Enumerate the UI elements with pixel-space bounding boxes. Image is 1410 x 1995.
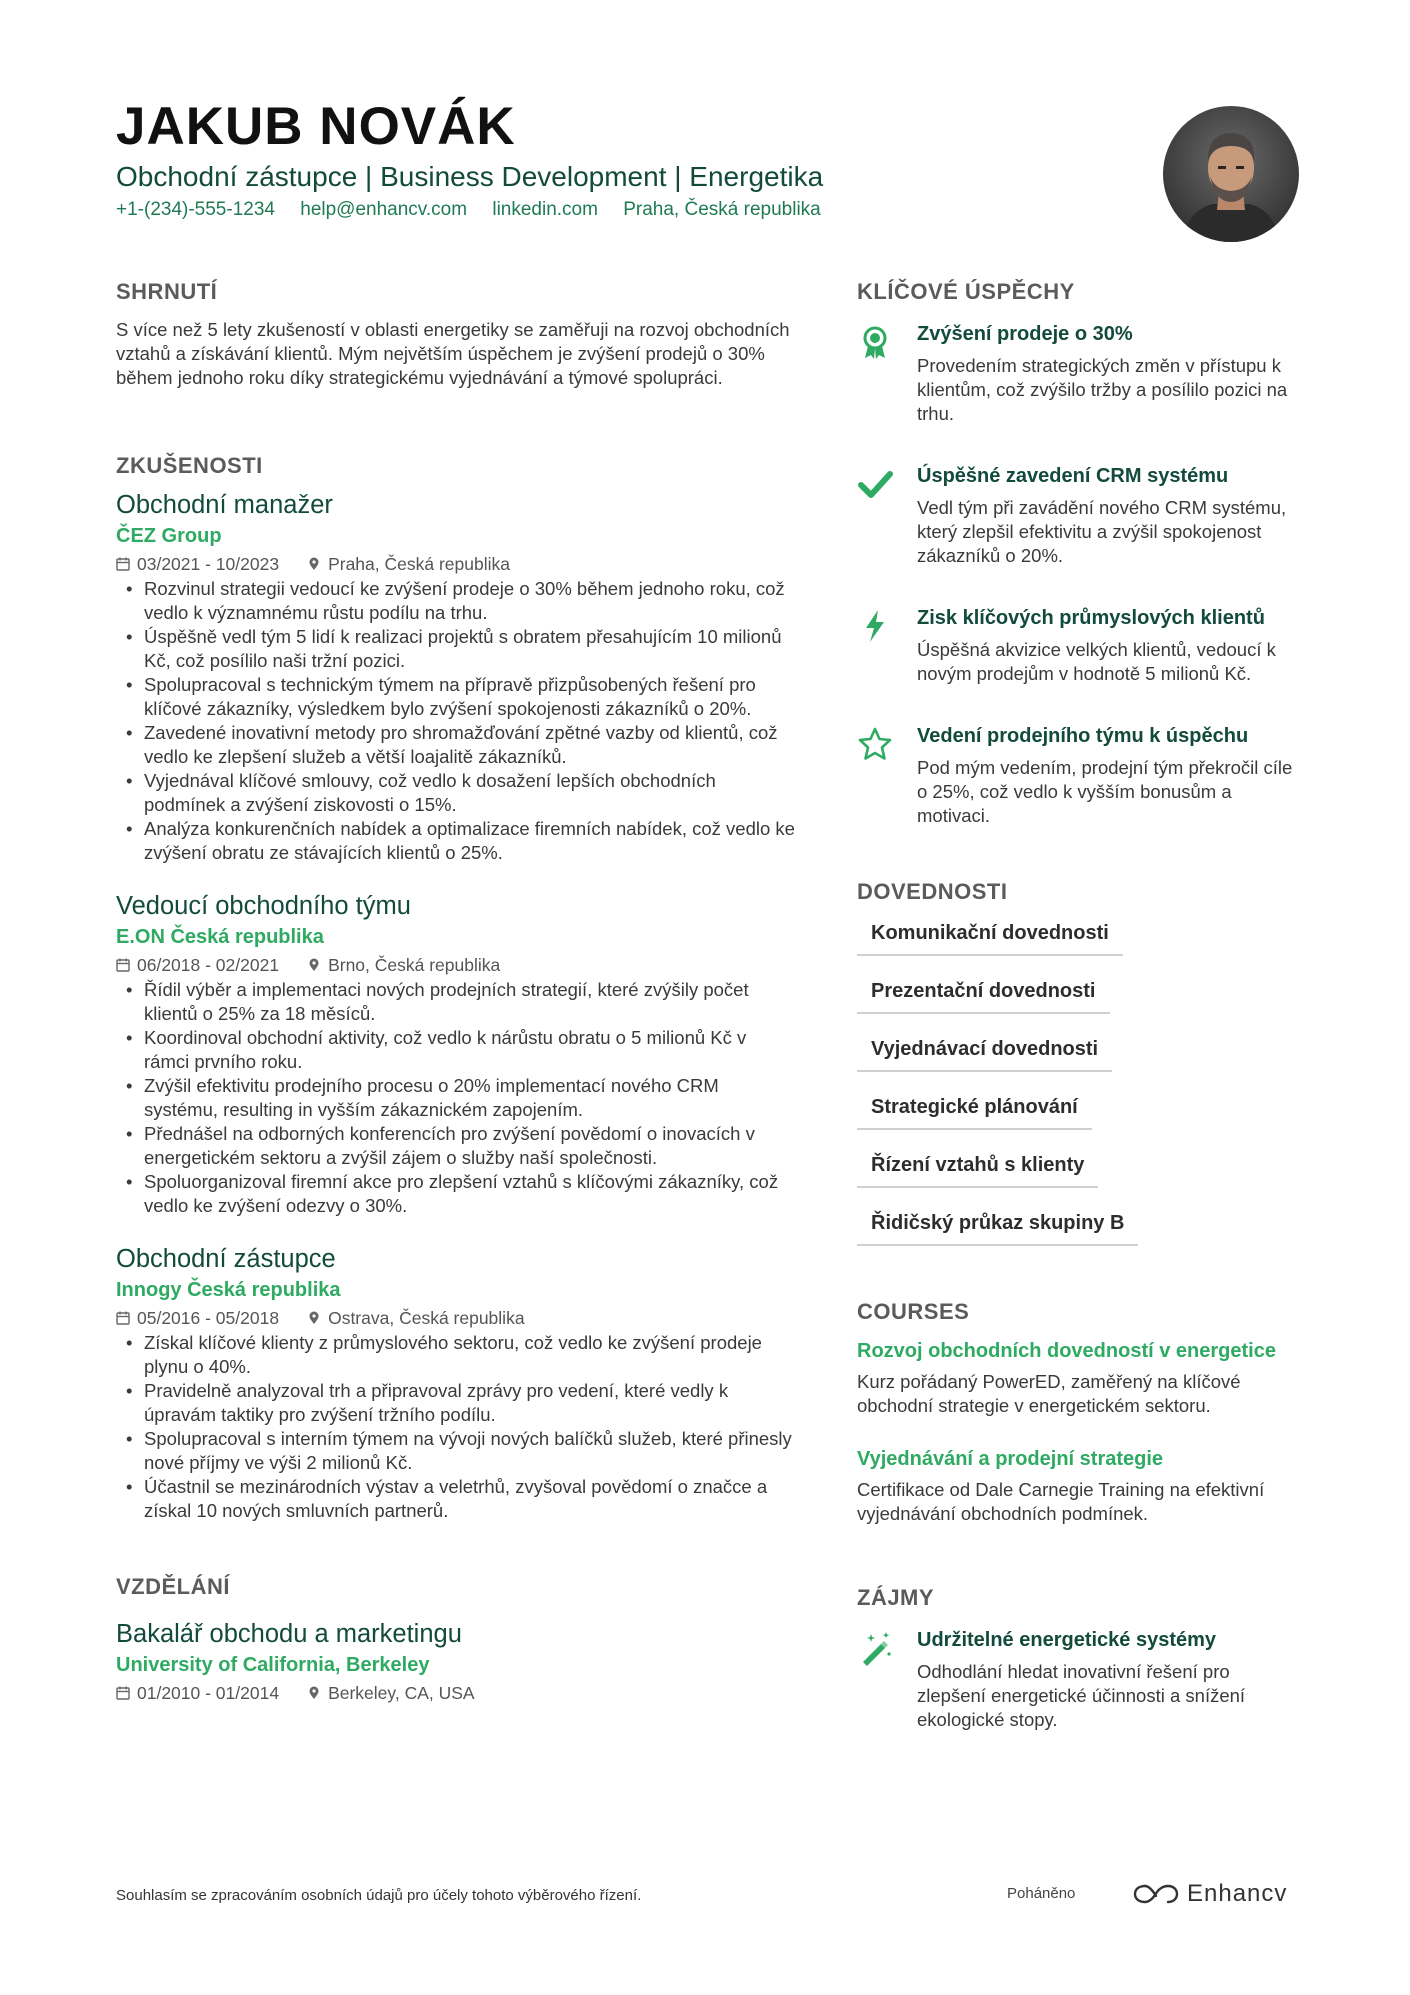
calendar-icon — [116, 958, 130, 972]
left-column — [116, 274, 796, 1706]
job-bullets — [116, 978, 796, 1218]
list-item: • Spoluorganizoval firemní akce pro zlepšení vztahů s klíčovými zákazníky, což vedlo ke zvýšení odezvy o 30%. — [144, 1170, 796, 1218]
company-name: Innogy Česká republika — [116, 1279, 341, 1301]
experience-item — [116, 1242, 796, 1523]
contact-bar — [116, 197, 841, 223]
education-section — [116, 1569, 796, 1704]
candidate-name: JAKUB NOVÁK — [116, 97, 516, 156]
course-item — [857, 1338, 1297, 1418]
list-item: • Zavedené inovativní metody pro shromažďování zpětné vazby od klientů, což vedlo ke zlepšení služeb a větší loajalitě zákazníků. — [144, 721, 796, 769]
calendar-icon — [116, 1311, 130, 1325]
summary-text: S více než 5 lety zkušeností v oblasti energetiky se zaměřuji na rozvoj obchodních vztahů a získávání klientů. Mým největším úspěchem je zvýšení prodejů o 30% během jednoho roku díky strategickému vyjednávání a týmové spolupráci. — [116, 319, 790, 388]
experience-item — [116, 488, 796, 865]
job-meta — [116, 553, 796, 575]
achievement-desc: Vedl tým při zavádění nového CRM systému, který zlepšil efektivitu a zvýšil spokojenost zákazníků o 20%. — [917, 497, 1287, 566]
list-item: • Přednášel na odborných konferencích pro zvýšení povědomí o inovacích v energetickém sektoru a zvýšil zájem o služby naší společnosti. — [144, 1122, 796, 1170]
degree: Bakalář obchodu a marketingu — [116, 1620, 462, 1648]
job-role: Obchodní zástupce — [116, 1245, 336, 1273]
location-pin-icon — [307, 958, 321, 972]
skill-tag: Komunikační dovednosti — [857, 920, 1123, 956]
achievement-title: Zvýšení prodeje o 30% — [917, 323, 1133, 345]
skills-section — [857, 874, 1297, 1268]
powered-by-label: Poháněno — [1007, 1885, 1076, 1902]
award-ribbon-icon — [857, 324, 893, 360]
courses-section — [857, 1294, 1297, 1526]
calendar-icon — [116, 557, 130, 571]
interests-section — [857, 1580, 1297, 1732]
job-bullets — [116, 577, 796, 865]
star-outline-icon — [857, 726, 893, 762]
section-title-experience: ZKUŠENOSTI — [116, 453, 263, 478]
enhancv-logo[interactable] — [1133, 1874, 1287, 1914]
skill-tag: Řidičský průkaz skupiny B — [857, 1210, 1138, 1246]
list-item: • Vyjednával klíčové smlouvy, což vedlo k dosažení lepších obchodních podmínek a zvýšení ziskovosti o 15%. — [144, 769, 796, 817]
job-location: Brno, Česká republika — [328, 955, 501, 975]
section-title-courses: COURSES — [857, 1299, 970, 1324]
job-meta — [116, 954, 796, 976]
job-dates: 03/2021 - 10/2023 — [137, 554, 280, 574]
achievement-title: Vedení prodejního týmu k úspěchu — [917, 725, 1249, 747]
linkedin-link[interactable]: linkedin.com — [492, 199, 598, 220]
summary-section — [116, 274, 796, 390]
location: Praha, Česká republika — [623, 199, 821, 220]
list-item: • Koordinoval obchodní aktivity, což vedlo k nárůstu obratu o 5 milionů Kč v rámci prvního roku. — [144, 1026, 796, 1074]
magic-wand-icon — [857, 1630, 893, 1666]
skill-tag: Vyjednávací dovednosti — [857, 1036, 1112, 1072]
location-pin-icon — [307, 557, 321, 571]
list-item: • Úspěšně vedl tým 5 lidí k realizaci projektů s obratem přesahujícím 10 milionů Kč, což posílilo naši tržní pozici. — [144, 625, 796, 673]
profile-photo — [1163, 106, 1299, 242]
skill-tag: Řízení vztahů s klienty — [857, 1152, 1098, 1188]
course-title: Rozvoj obchodních dovedností v energetice — [857, 1340, 1276, 1362]
list-item: • Pravidelně analyzoval trh a připravoval zprávy pro vedení, které vedly k úpravám taktiky pro zvýšení tržního podílu. — [144, 1379, 796, 1427]
lightning-bolt-icon — [857, 608, 893, 644]
achievement-title: Zisk klíčových průmyslových klientů — [917, 607, 1265, 629]
achievement-item — [857, 722, 1297, 828]
achievement-item — [857, 462, 1297, 568]
achievement-item — [857, 604, 1297, 686]
right-column — [857, 274, 1297, 1732]
list-item: • Účastnil se mezinárodních výstav a veletrhů, zvyšoval povědomí o značce a získal 10 nových smluvních partnerů. — [144, 1475, 796, 1523]
job-location: Ostrava, Česká republika — [328, 1308, 525, 1328]
list-item: • Rozvinul strategii vedoucí ke zvýšení prodeje o 30% během jednoho roku, což vedlo k významnému růstu podílu na trhu. — [144, 577, 796, 625]
experience-item — [116, 889, 796, 1218]
course-title: Vyjednávání a prodejní strategie — [857, 1448, 1164, 1470]
list-item: • Zvýšil efektivitu prodejního procesu o 20% implementací nového CRM systému, resulting in vyšším zákaznickém zapojením. — [144, 1074, 796, 1122]
section-title-interests: ZÁJMY — [857, 1585, 935, 1610]
enhancv-logo-icon — [1133, 1882, 1179, 1906]
list-item: • Řídil výběr a implementaci nových prodejních strategií, které zvýšily počet klientů o 25% za 18 měsíců. — [144, 978, 796, 1026]
education-dates: 01/2010 - 01/2014 — [137, 1683, 280, 1703]
location-pin-icon — [307, 1311, 321, 1325]
list-item: • Získal klíčové klienty z průmyslového sektoru, což vedlo ke zvýšení prodeje plynu o 40%. — [144, 1331, 796, 1379]
list-item: • Spolupracoval s technickým týmem na přípravě přizpůsobených řešení pro klíčové zákazníky, výsledkem bylo zvýšení spokojenosti zákazníků o 20%. — [144, 673, 796, 721]
course-desc: Kurz pořádaný PowerED, zaměřený na klíčové obchodní strategie v energetickém sektoru. — [857, 1371, 1241, 1416]
headline: Obchodní zástupce | Business Development | Energetika — [116, 161, 824, 192]
achievement-desc: Úspěšná akvizice velkých klientů, vedoucí k novým prodejům v hodnotě 5 milionů Kč. — [917, 639, 1276, 684]
interest-item — [857, 1626, 1297, 1732]
course-desc: Certifikace od Dale Carnegie Training na efektivní vyjednávání obchodních podmínek. — [857, 1479, 1265, 1524]
company-name: ČEZ Group — [116, 525, 222, 547]
job-dates: 05/2016 - 05/2018 — [137, 1308, 280, 1328]
skill-tag: Strategické plánování — [857, 1094, 1092, 1130]
location-pin-icon — [307, 1686, 321, 1700]
email[interactable]: help@enhancv.com — [300, 199, 468, 220]
course-item — [857, 1446, 1297, 1526]
phone[interactable]: +1-(234)-555-1234 — [116, 199, 275, 220]
achievement-title: Úspěšné zavedení CRM systému — [917, 465, 1229, 487]
section-title-education: VZDĚLÁNÍ — [116, 1574, 230, 1599]
checkmark-icon — [857, 466, 893, 502]
education-meta — [116, 1682, 796, 1704]
interest-title: Udržitelné energetické systémy — [917, 1629, 1217, 1651]
skill-tag: Prezentační dovednosti — [857, 978, 1110, 1014]
calendar-icon — [116, 1686, 130, 1700]
achievement-desc: Pod mým vedením, prodejní tým překročil cíle o 25%, což vedlo k vyšším bonusům a motivaci. — [917, 757, 1293, 826]
enhancv-brand: Enhancv — [1187, 1880, 1288, 1907]
job-role: Obchodní manažer — [116, 491, 333, 519]
list-item: • Analýza konkurenčních nabídek a optimalizace firemních nabídek, což vedlo ke zvýšení obratu ze stávajících klientů o 25%. — [144, 817, 796, 865]
achievement-desc: Provedením strategických změn v přístupu k klientům, což zvýšilo tržby a posílilo pozici na trhu. — [917, 355, 1288, 424]
job-role: Vedoucí obchodního týmu — [116, 892, 411, 920]
experience-section — [116, 448, 796, 1523]
section-title-summary: SHRNUTÍ — [116, 279, 218, 304]
education-location: Berkeley, CA, USA — [328, 1683, 475, 1703]
section-title-achievements: KLÍČOVÉ ÚSPĚCHY — [857, 279, 1075, 304]
company-name: E.ON Česká republika — [116, 926, 324, 948]
job-location: Praha, Česká republika — [328, 554, 510, 574]
job-bullets — [116, 1331, 796, 1523]
school-name: University of California, Berkeley — [116, 1654, 430, 1676]
list-item: • Spolupracoval s interním týmem na vývoji nových balíčků služeb, které přinesly nové příjmy ve výši 2 milionů Kč. — [144, 1427, 796, 1475]
achievement-item — [857, 320, 1297, 426]
interest-desc: Odhodlání hledat inovativní řešení pro zlepšení energetické účinnosti a snížení ekologické stopy. — [917, 1661, 1246, 1730]
consent-text: Souhlasím se zpracováním osobních údajů pro účely tohoto výběrového řízení. — [116, 1887, 642, 1904]
job-dates: 06/2018 - 02/2021 — [137, 955, 280, 975]
skills-list — [857, 920, 1297, 1268]
achievements-section — [857, 274, 1297, 828]
section-title-skills: DOVEDNOSTI — [857, 879, 1008, 904]
job-meta — [116, 1307, 796, 1329]
